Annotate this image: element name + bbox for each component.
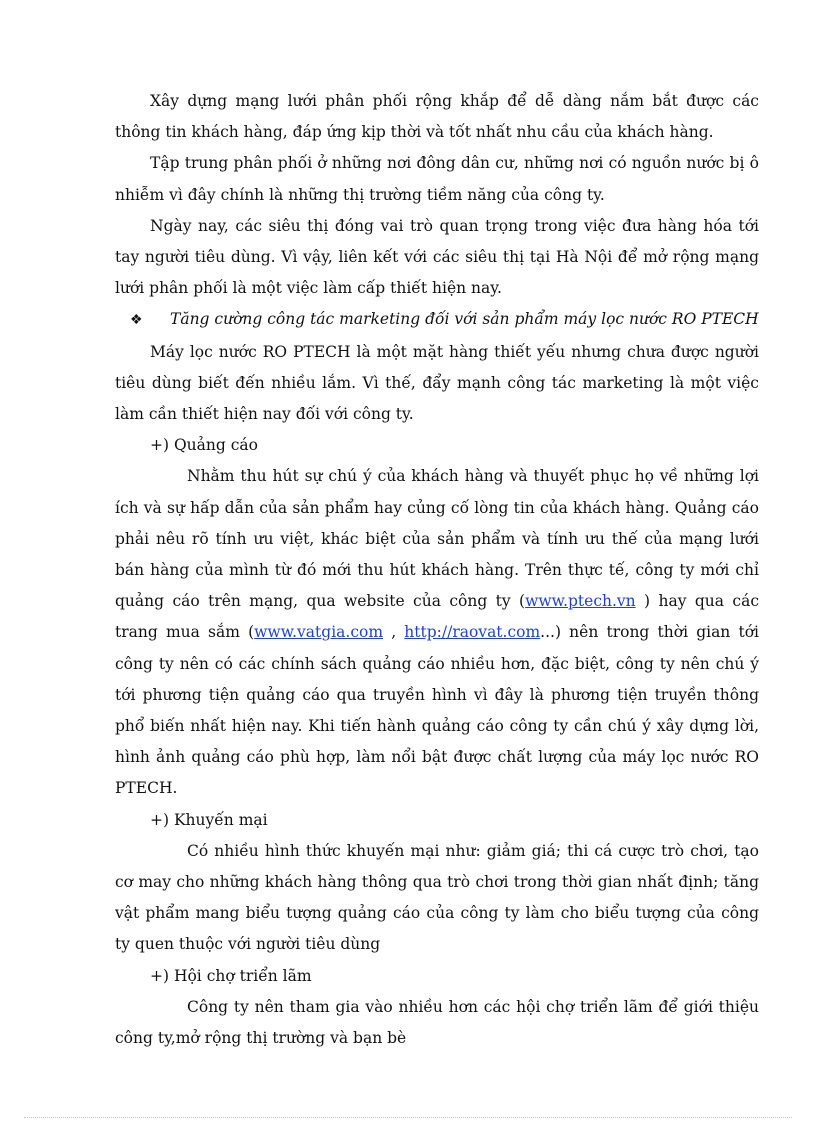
paragraph-promotion: Có nhiều hình thức khuyến mại như: giảm giá; thi cá cược trò chơi, tạo cơ may cho những khách hàng thông qua trò chơi trong thời gian nhất định; tăng vật phẩm mang biểu tượng quảng cáo của công ty làm cho biểu tượng của công ty quen thuộc với người tiêu dùng: [115, 841, 759, 954]
link-raovat[interactable]: http://raovat.com: [404, 623, 541, 642]
bullet-marketing-heading: [115, 304, 759, 336]
bullet-heading-text: Tăng cường công tác marketing đối với sản phẩm máy lọc nước RO PTECH: [170, 310, 759, 329]
link-ptech[interactable]: www.ptech.vn: [525, 592, 636, 611]
heading-promotion: +) Khuyến mại: [150, 810, 268, 829]
paragraph-supermarkets: Ngày nay, các siêu thị đóng vai trò quan trọng trong việc đưa hàng hóa tới tay người tiêu dùng. Vì vậy, liên kết với các siêu thị tại Hà Nội để mở rộng mạng lưới phân phối là một việc làm cấp thiết hiện nay.: [115, 216, 759, 298]
link-vatgia[interactable]: www.vatgia.com: [254, 623, 384, 642]
paragraph-distribution-network: Xây dựng mạng lưới phân phối rộng khắp để dễ dàng nắm bắt được các thông tin khách hàng, đáp ứng kịp thời và tốt nhất nhu cầu của khách hàng.: [115, 92, 759, 142]
diamond-bullet-icon: ❖: [130, 312, 143, 329]
paragraph-advertising: Nhằm thu hút sự chú ý của khách hàng và thuyết phục họ về những lợi ích và sự hấp dẫn của sản phẩm hay củng cố lòng tin của khách hàng. Quảng cáo phải nêu rõ tính ưu việt, khác biệt của sản phẩm và tính ưu thế của mạng lưới bán hàng của mình từ đó mới thu hút khách hàng. Trên thực tế, công ty mới chỉ quảng cáo trên mạng, qua website của công ty (www.ptech.vn ) hay qua các trang mua sắm (www.vatgia.com , http://raovat.com...) nên trong thời gian tới công ty nên có các chính sách quảng cáo nhiều hơn, đặc biệt, công ty nên chú ý tới phương tiện quảng cáo qua truyền hình vì đây là phương tiện truyền thông phổ biến nhất hiện nay. Khi tiến hành quảng cáo công ty cần chú ý xây dựng lời, hình ảnh quảng cáo phù hợp, làm nổi bật được chất lượng của máy lọc nước RO PTECH.: [115, 467, 760, 798]
heading-advertising: +) Quảng cáo: [150, 436, 258, 455]
heading-trade-fair: +) Hội chợ triển lãm: [150, 966, 312, 985]
page-bottom-divider: [24, 1117, 792, 1118]
paragraph-distribution-focus: Tập trung phân phối ở những nơi đông dân cư, những nơi có nguồn nước bị ô nhiễm vì đây chính là những thị trường tiềm năng của công ty.: [115, 154, 759, 204]
document-body: [115, 86, 759, 1054]
paragraph-trade-fair: Công ty nên tham gia vào nhiều hơn các hội chợ triển lãm để giới thiệu công ty,mở rộng thị trường và bạn bè: [115, 997, 759, 1048]
paragraph-marketing-intro: Máy lọc nước RO PTECH là một mặt hàng thiết yếu nhưng chưa được người tiêu dùng biết đến nhiều lắm. Vì thế, đẩy mạnh công tác marketing là một việc làm cần thiết hiện nay đối với công ty.: [115, 342, 759, 424]
